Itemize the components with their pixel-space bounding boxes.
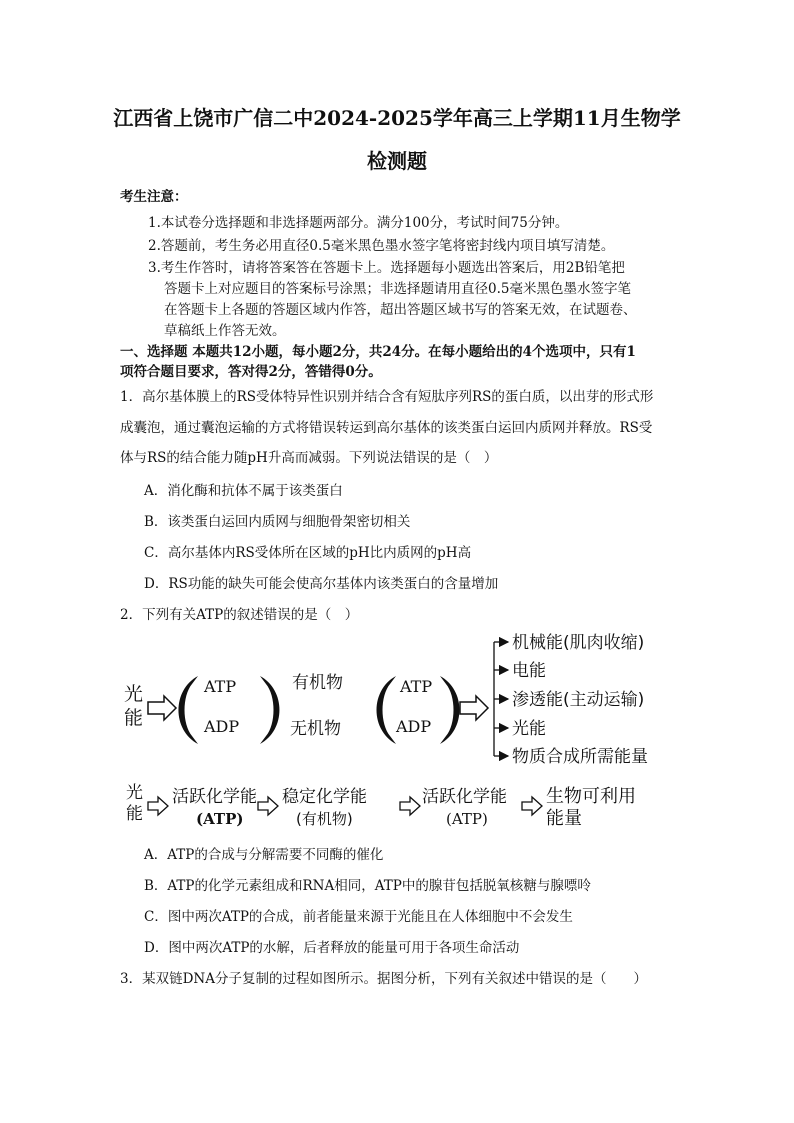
hollow-arrow-1 (148, 696, 176, 720)
q1-option-d: D．RS功能的缺失可能会使高尔基体内该类蛋白的含量增加 (144, 576, 499, 592)
q3-stem: 3．某双链DNA分子复制的过程如图所示。据图分析，下列有关叙述中错误的是（ ） (120, 971, 647, 987)
row2-step4-sub: 能量 (546, 808, 582, 828)
q2-option-d: D．图中两次ATP的水解，后者释放的能量可用于各项生命活动 (144, 940, 520, 956)
output-synthesis: 物质合成所需能量 (512, 747, 648, 767)
row2-step3: 活跃化学能 (422, 787, 507, 807)
cycle2-atp: ATP (400, 677, 433, 696)
row2-hollow-arrow-4 (522, 797, 542, 815)
notice-item-3-cont2: 在答题卡上各题的答题区域内作答，超出答题区域书写的答案无效，在试题卷、 (164, 302, 637, 318)
cycle1-adp: ADP (204, 717, 240, 736)
row2-step2-sub: (有机物) (296, 810, 353, 828)
row2-light-char2: 能 (126, 804, 143, 824)
q1-option-c: C．高尔基体内RS受体所在区域的pH比内质网的pH高 (144, 545, 472, 561)
row2-hollow-arrow-3 (400, 797, 420, 815)
notice-item-3: 3.考生作答时，请将答案答在答题卡上。选择题每小题选出答案后，用2B铅笔把 (148, 260, 625, 276)
hollow-arrow-2 (460, 696, 488, 720)
curved-arrow-right-2 (440, 676, 460, 744)
output-osmotic: 渗透能(主动运输) (512, 690, 645, 710)
row1-light-char2: 能 (124, 707, 144, 729)
output-electric: 电能 (512, 661, 546, 681)
inorganic-label: 无机物 (290, 719, 341, 739)
row2-hollow-arrow-1 (148, 797, 168, 815)
section-heading-line1: 一、选择题 本题共12小题，每小题2分，共24分。在每小题给出的4个选项中，只有1 (120, 344, 636, 360)
curved-arrow-right-1 (260, 676, 280, 744)
curved-arrow-left-1 (179, 676, 199, 744)
row2-step1: 活跃化学能 (172, 787, 257, 807)
page-title-line2: 检测题 (367, 149, 427, 173)
q2-stem: 2．下列有关ATP的叙述错误的是（ ） (120, 607, 359, 623)
atp-energy-diagram (120, 628, 680, 828)
notice-item-2: 2.答题前，考生务必用直径0.5毫米黑色墨水签字笔将密封线内项目填写清楚。 (148, 238, 615, 254)
cycle2-adp: ADP (396, 717, 432, 736)
notice-heading: 考生注意： (120, 189, 188, 205)
row2-step2: 稳定化学能 (282, 787, 367, 807)
q2-option-b: B．ATP的化学元素组成和RNA相同，ATP中的腺苷包括脱氧核糖与腺嘌呤 (144, 878, 591, 894)
row2-step1-sub: (ATP) (196, 810, 244, 828)
notice-item-3-cont3: 草稿纸上作答无效。 (164, 323, 286, 339)
notice-item-3-cont1: 答题卡上对应题目的答案标号涂黑；非选择题请用直径0.5毫米黑色墨水签字笔 (164, 281, 631, 297)
curved-arrow-left-2 (377, 676, 397, 744)
q1-stem-line2: 成囊泡，通过囊泡运输的方式将错误转运到高尔基体的该类蛋白运回内质网并释放。RS受 (120, 420, 653, 436)
row2-hollow-arrow-2 (258, 797, 278, 815)
row1-light-char1: 光 (124, 683, 144, 705)
q2-option-a: A．ATP的合成与分解需要不同酶的催化 (144, 847, 384, 863)
page-title-line1: 江西省上饶市广信二中2024-2025学年高三上学期11月生物学 (113, 106, 681, 130)
output-mechanical: 机械能(肌肉收缩) (512, 633, 645, 653)
q2-option-c: C．图中两次ATP的合成，前者能量来源于光能且在人体细胞中不会发生 (144, 909, 573, 925)
organic-label: 有机物 (292, 673, 343, 693)
q1-stem-line3: 体与RS的结合能力随pH升高而减弱。下列说法错误的是（ ） (120, 450, 498, 466)
section-heading-line2: 项符合题目要求，答对得2分，答错得0分。 (120, 364, 382, 380)
q1-option-a: A．消化酶和抗体不属于该类蛋白 (144, 483, 343, 499)
cycle1-atp: ATP (204, 677, 237, 696)
q1-option-b: B．该类蛋白运回内质网与细胞骨架密切相关 (144, 514, 411, 530)
output-light: 光能 (512, 719, 546, 739)
row2-step3-sub: (ATP) (446, 810, 488, 828)
row2-step4: 生物可利用 (546, 786, 636, 807)
q1-stem-line1: 1．高尔基体膜上的RS受体特异性识别并结合含有短肽序列RS的蛋白质，以出芽的形式形 (120, 389, 654, 405)
notice-item-1: 1.本试卷分选择题和非选择题两部分。满分100分，考试时间75分钟。 (148, 215, 569, 231)
row2-light-char1: 光 (126, 783, 143, 803)
